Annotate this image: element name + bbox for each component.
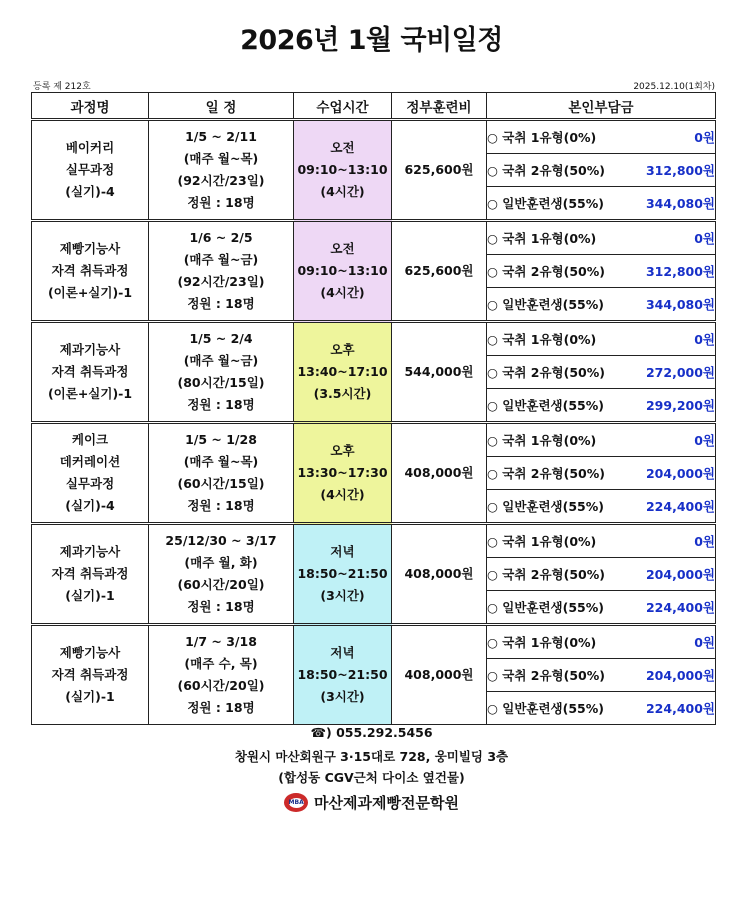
- course-schedule-line: (92시간/23일): [177, 173, 265, 188]
- payment-label: ○ 국취 1유형(0%): [487, 534, 597, 549]
- course-name: [32, 322, 149, 423]
- payment-option: [487, 423, 716, 457]
- course-name: [32, 524, 149, 625]
- payment-option: [487, 524, 716, 558]
- course-schedule: [149, 322, 294, 423]
- table-row: [32, 524, 716, 558]
- course-schedule-line: (92시간/23일): [177, 274, 265, 289]
- payment-label: ○ 일반훈련생(55%): [487, 297, 604, 312]
- class-time-line: 오후: [330, 342, 355, 357]
- subsidy-amount: 544,000원: [392, 322, 487, 423]
- payment-amount: 312,800원: [645, 163, 715, 178]
- course-name-line: 케이크: [71, 432, 109, 447]
- class-time-line: 오후: [330, 443, 355, 458]
- payment-amount: 0원: [694, 130, 715, 145]
- payment-option: [487, 692, 716, 725]
- subsidy-amount: 625,600원: [392, 120, 487, 221]
- payment-amount: 299,200원: [645, 398, 715, 413]
- course-schedule-line: (60시간/20일): [177, 577, 265, 592]
- course-name: [32, 221, 149, 322]
- class-time-line: (4시간): [320, 184, 365, 199]
- class-time-line: 13:40~17:10: [297, 364, 388, 379]
- payment-amount: 224,400원: [645, 600, 715, 615]
- class-time-line: 18:50~21:50: [297, 566, 388, 581]
- payment-label: ○ 일반훈련생(55%): [487, 398, 604, 413]
- payment-option: [487, 187, 716, 221]
- payment-label: ○ 국취 2유형(50%): [487, 163, 605, 178]
- course-schedule-line: 1/5 ~ 1/28: [185, 432, 257, 447]
- payment-label: ○ 국취 1유형(0%): [487, 635, 597, 650]
- course-rows: [32, 120, 716, 725]
- page-title: 2026년 1월 국비일정: [240, 25, 503, 56]
- course-name-line: (실기)-1: [65, 689, 115, 704]
- class-time-line: 오전: [330, 140, 355, 155]
- payment-option: [487, 288, 716, 322]
- course-name-line: 자격 취득과정: [51, 263, 129, 278]
- table-row: [32, 423, 716, 457]
- header-schedule: 일 정: [149, 93, 294, 120]
- payment-option: [487, 221, 716, 255]
- course-schedule: [149, 625, 294, 725]
- payment-option: [487, 558, 716, 591]
- course-schedule: [149, 524, 294, 625]
- course-schedule-line: 1/7 ~ 3/18: [185, 634, 257, 649]
- course-schedule-line: 정원 : 18명: [187, 700, 255, 715]
- subsidy-amount: 625,600원: [392, 221, 487, 322]
- academy-logo-text: MBA: [288, 798, 304, 806]
- course-schedule-line: (매주 월~목): [183, 151, 259, 166]
- payment-amount: 224,400원: [645, 499, 715, 514]
- payment-amount: 204,000원: [645, 567, 715, 582]
- registration-number: 등록 제 212호: [33, 82, 91, 92]
- class-time: [294, 221, 392, 322]
- payment-label: ○ 국취 1유형(0%): [487, 332, 597, 347]
- payment-label: ○ 일반훈련생(55%): [487, 499, 604, 514]
- course-name-line: (실기)-1: [65, 588, 115, 603]
- course-name: [32, 120, 149, 221]
- payment-amount: 344,080원: [645, 297, 715, 312]
- phone-line: [0, 725, 743, 740]
- course-name-line: 베이커리: [65, 140, 115, 155]
- payment-option: [487, 457, 716, 490]
- payment-option: [487, 625, 716, 659]
- course-name-line: 데커레이션: [59, 454, 121, 469]
- payment-label: ○ 국취 1유형(0%): [487, 130, 597, 145]
- payment-label: ○ 국취 1유형(0%): [487, 231, 597, 246]
- payment-amount: 0원: [694, 231, 715, 246]
- course-schedule-line: (매주 월~금): [183, 252, 259, 267]
- payment-amount: 344,080원: [645, 196, 715, 211]
- schedule-table: [31, 92, 716, 725]
- course-schedule-line: 25/12/30 ~ 3/17: [165, 533, 277, 548]
- course-name-line: (실기)-4: [65, 184, 115, 199]
- address: 창원시 마산회원구 3·15대로 728, 웅미빌딩 3층: [234, 749, 509, 764]
- subsidy-amount: 408,000원: [392, 625, 487, 725]
- table-row: [32, 625, 716, 659]
- header-course-name: 과정명: [32, 93, 149, 120]
- course-name-line: 제빵기능사: [59, 645, 121, 660]
- payment-amount: 204,000원: [645, 668, 715, 683]
- table-row: [32, 221, 716, 255]
- academy-brand: [0, 792, 743, 813]
- course-name-line: (이론+실기)-1: [47, 386, 133, 401]
- class-time-line: (3시간): [320, 588, 365, 603]
- class-time-line: 오전: [330, 241, 355, 256]
- payment-amount: 0원: [694, 332, 715, 347]
- payment-amount: 204,000원: [645, 466, 715, 481]
- course-schedule-line: (매주 월, 화): [184, 555, 258, 570]
- course-schedule-line: 정원 : 18명: [187, 599, 255, 614]
- course-name-line: 실무과정: [65, 162, 115, 177]
- payment-amount: 272,000원: [645, 365, 715, 380]
- class-time: [294, 524, 392, 625]
- course-name-line: 제과기능사: [59, 544, 121, 559]
- class-time-line: (3.5시간): [313, 386, 372, 401]
- payment-label: ○ 국취 2유형(50%): [487, 466, 605, 481]
- class-time-line: 저녁: [330, 544, 355, 559]
- payment-label: ○ 일반훈련생(55%): [487, 196, 604, 211]
- payment-label: ○ 국취 1유형(0%): [487, 433, 597, 448]
- class-time-line: 18:50~21:50: [297, 667, 388, 682]
- class-time-line: (4시간): [320, 487, 365, 502]
- payment-amount: 0원: [694, 635, 715, 650]
- payment-label: ○ 일반훈련생(55%): [487, 701, 604, 716]
- payment-option: [487, 591, 716, 625]
- class-time-line: 09:10~13:10: [297, 263, 388, 278]
- course-name-line: 제빵기능사: [59, 241, 121, 256]
- course-schedule: [149, 120, 294, 221]
- payment-option: [487, 356, 716, 389]
- class-time-line: 09:10~13:10: [297, 162, 388, 177]
- class-time-line: (3시간): [320, 689, 365, 704]
- phone-icon: ☎: [310, 725, 327, 740]
- table-row: [32, 120, 716, 154]
- class-time: [294, 322, 392, 423]
- course-name-line: 자격 취득과정: [51, 566, 129, 581]
- course-name-line: (이론+실기)-1: [47, 285, 133, 300]
- course-name-line: 제과기능사: [59, 342, 121, 357]
- course-name-line: 자격 취득과정: [51, 364, 129, 379]
- phone-number: ) 055.292.5456: [326, 725, 433, 740]
- class-time-line: 저녁: [330, 645, 355, 660]
- payment-option: [487, 490, 716, 524]
- header-subsidy: 정부훈련비: [392, 93, 487, 120]
- course-schedule-line: 1/5 ~ 2/4: [189, 331, 253, 346]
- course-schedule-line: (60시간/15일): [177, 476, 265, 491]
- course-schedule-line: (매주 수, 목): [184, 656, 258, 671]
- payment-option: [487, 389, 716, 423]
- course-schedule-line: 1/5 ~ 2/11: [185, 129, 257, 144]
- header-class-time: 수업시간: [294, 93, 392, 120]
- payment-amount: 312,800원: [645, 264, 715, 279]
- payment-option: [487, 322, 716, 356]
- course-schedule: [149, 423, 294, 524]
- subsidy-amount: 408,000원: [392, 423, 487, 524]
- course-schedule-line: (60시간/20일): [177, 678, 265, 693]
- course-name: [32, 625, 149, 725]
- payment-label: ○ 국취 2유형(50%): [487, 264, 605, 279]
- payment-option: [487, 120, 716, 154]
- course-schedule-line: 1/6 ~ 2/5: [189, 230, 253, 245]
- class-time-line: 13:30~17:30: [297, 465, 388, 480]
- subsidy-amount: 408,000원: [392, 524, 487, 625]
- payment-label: ○ 국취 2유형(50%): [487, 567, 605, 582]
- payment-option: [487, 659, 716, 692]
- course-schedule-line: (매주 월~금): [183, 353, 259, 368]
- location-note: (합성동 CGV근처 다이소 옆건물): [278, 770, 465, 785]
- class-time: [294, 120, 392, 221]
- issue-date: 2025.12.10(1회차): [633, 82, 715, 92]
- class-time: [294, 423, 392, 524]
- course-schedule-line: 정원 : 18명: [187, 296, 255, 311]
- class-time-line: (4시간): [320, 285, 365, 300]
- course-name-line: 실무과정: [65, 476, 115, 491]
- course-schedule-line: (80시간/15일): [177, 375, 265, 390]
- payment-amount: 0원: [694, 534, 715, 549]
- header-self-payment: 본인부담금: [487, 93, 716, 120]
- academy-logo-icon: [284, 793, 308, 812]
- academy-name: 마산제과제빵전문학원: [314, 794, 459, 812]
- class-time: [294, 625, 392, 725]
- course-name-line: (실기)-4: [65, 498, 115, 513]
- course-schedule-line: 정원 : 18명: [187, 397, 255, 412]
- payment-label: ○ 국취 2유형(50%): [487, 668, 605, 683]
- payment-option: [487, 154, 716, 187]
- payment-label: ○ 일반훈련생(55%): [487, 600, 604, 615]
- course-schedule-line: 정원 : 18명: [187, 498, 255, 513]
- course-name-line: 자격 취득과정: [51, 667, 129, 682]
- payment-amount: 224,400원: [645, 701, 715, 716]
- course-schedule: [149, 221, 294, 322]
- course-schedule-line: 정원 : 18명: [187, 195, 255, 210]
- payment-amount: 0원: [694, 433, 715, 448]
- table-row: [32, 322, 716, 356]
- course-name: [32, 423, 149, 524]
- payment-option: [487, 255, 716, 288]
- course-schedule-line: (매주 월~목): [183, 454, 259, 469]
- payment-label: ○ 국취 2유형(50%): [487, 365, 605, 380]
